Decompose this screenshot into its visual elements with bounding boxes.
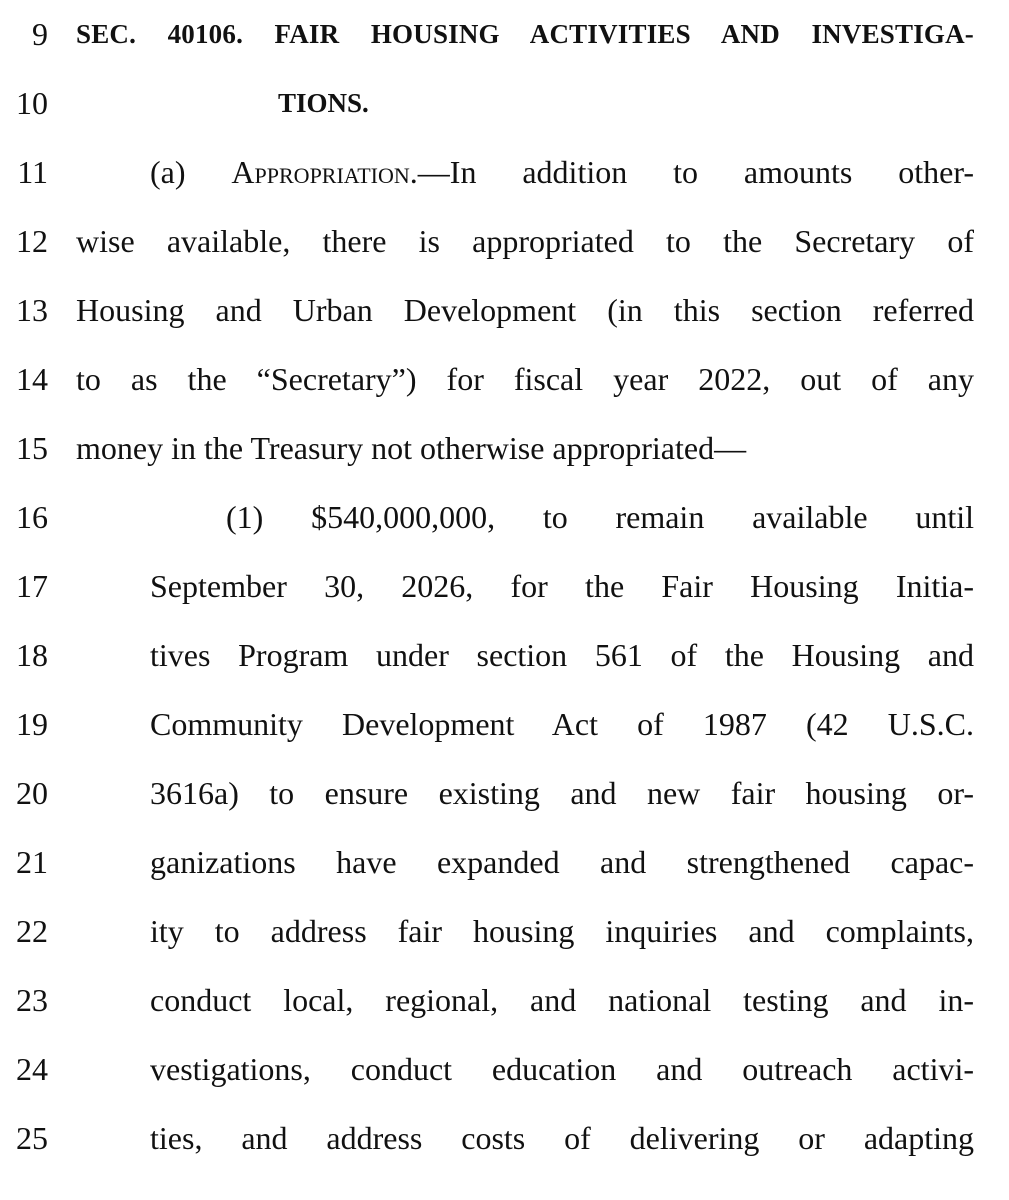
body-text: money in the Treasury not otherwise appropriated— bbox=[76, 430, 747, 466]
line-number: 15 bbox=[16, 430, 48, 466]
line-number: 25 bbox=[16, 1120, 48, 1156]
line-number: 11 bbox=[17, 154, 48, 190]
body-text: Housing and Urban Development (in this section referred bbox=[76, 292, 974, 328]
line-18 bbox=[0, 621, 1009, 690]
line-13 bbox=[0, 276, 1009, 345]
line-21 bbox=[0, 828, 1009, 897]
line-number: 21 bbox=[16, 844, 48, 880]
section-heading bbox=[76, 0, 974, 69]
line-number: 19 bbox=[16, 706, 48, 742]
line-10 bbox=[0, 69, 1009, 138]
line-number: 18 bbox=[16, 637, 48, 673]
subsection-text: —In addition to amounts other- bbox=[417, 154, 974, 190]
line-number: 17 bbox=[16, 568, 48, 604]
body-text: 3616a) to ensure existing and new fair housing or- bbox=[150, 775, 974, 811]
body-text: ties, and address costs of delivering or adapting bbox=[150, 1120, 974, 1156]
line-number: 23 bbox=[16, 982, 48, 1018]
line-number: 10 bbox=[16, 85, 48, 121]
body-text: to as the “Secretary”) for fiscal year 2022, out of any bbox=[76, 361, 974, 397]
line-22 bbox=[0, 897, 1009, 966]
body-text: ity to address fair housing inquiries and complaints, bbox=[150, 913, 974, 949]
body-text: vestigations, conduct education and outreach activi- bbox=[150, 1051, 974, 1087]
section-heading-line1: SEC. 40106. FAIR HOUSING ACTIVITIES AND INVESTIGA- bbox=[76, 19, 974, 49]
body-text: conduct local, regional, and national testing and in- bbox=[150, 982, 974, 1018]
line-11 bbox=[0, 138, 1009, 207]
line-number: 22 bbox=[16, 913, 48, 949]
section-heading-line2: TIONS. bbox=[278, 88, 369, 118]
subsection-label: (a) bbox=[150, 154, 232, 190]
line-24 bbox=[0, 1035, 1009, 1104]
subsection-a-intro bbox=[150, 138, 974, 207]
body-text: tives Program under section 561 of the Housing and bbox=[150, 637, 974, 673]
line-number: 9 bbox=[32, 16, 48, 52]
body-text: wise available, there is appropriated to the Secretary of bbox=[76, 223, 974, 259]
line-17 bbox=[0, 552, 1009, 621]
body-text: ganizations have expanded and strengthened capac- bbox=[150, 844, 974, 880]
line-number: 20 bbox=[16, 775, 48, 811]
paragraph-1-intro: (1) $540,000,000, to remain available until bbox=[226, 499, 974, 535]
line-number: 24 bbox=[16, 1051, 48, 1087]
line-20 bbox=[0, 759, 1009, 828]
line-23 bbox=[0, 966, 1009, 1035]
line-9 bbox=[0, 0, 1009, 69]
line-number: 12 bbox=[16, 223, 48, 259]
line-14 bbox=[0, 345, 1009, 414]
line-16 bbox=[0, 483, 1009, 552]
line-number: 14 bbox=[16, 361, 48, 397]
body-text: Community Development Act of 1987 (42 U.S.C. bbox=[150, 706, 974, 742]
line-number: 13 bbox=[16, 292, 48, 328]
line-number: 16 bbox=[16, 499, 48, 535]
line-15 bbox=[0, 414, 1009, 483]
line-19 bbox=[0, 690, 1009, 759]
subsection-heading: Appropriation. bbox=[231, 154, 418, 190]
line-25 bbox=[0, 1104, 1009, 1173]
line-12 bbox=[0, 207, 1009, 276]
body-text: September 30, 2026, for the Fair Housing Initia- bbox=[150, 568, 974, 604]
